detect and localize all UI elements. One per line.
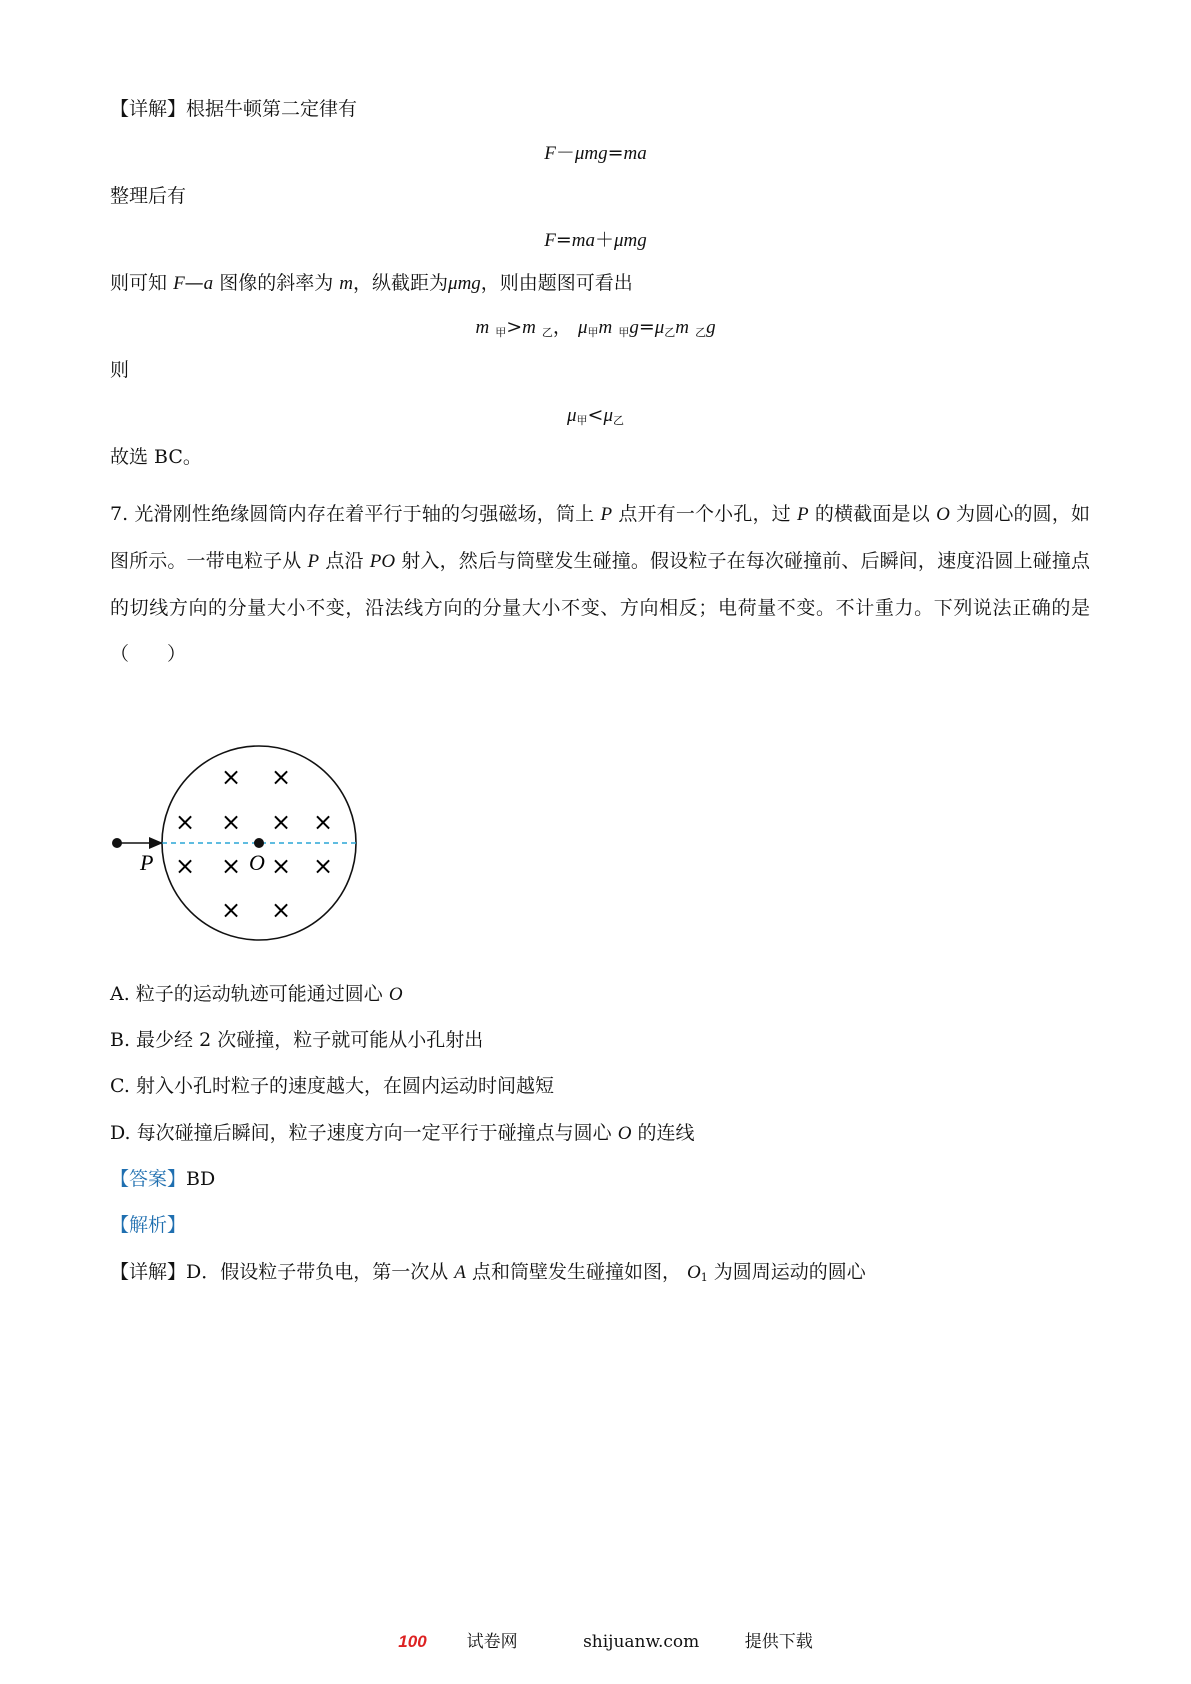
slope-line: [110, 270, 633, 297]
equation-3: [0, 314, 1191, 346]
question-P2: P: [797, 504, 809, 525]
field-mark: ×: [220, 896, 242, 924]
field-mark: ×: [220, 763, 242, 791]
option-D: [110, 1120, 694, 1147]
field-mark: ×: [270, 852, 292, 880]
detail2-label: 【详解】: [110, 1261, 187, 1283]
eq3-eq: =: [638, 316, 655, 338]
magnetic-field-figure: [105, 728, 405, 958]
eq1-mu: μ: [574, 143, 585, 164]
then-line: 则: [110, 359, 130, 381]
eq3-sub-jia1: 甲: [495, 326, 507, 339]
detail2-text3: 为圆周运动的圆心: [713, 1261, 866, 1283]
option-D-end: 的连线: [637, 1122, 695, 1144]
equation-2: [0, 227, 1191, 254]
eq4-mu2: μ: [603, 405, 613, 426]
eq3-mu2: μ: [654, 317, 665, 338]
eq1-eq: =: [607, 142, 624, 164]
detail2-text2: 点和筒壁发生碰撞如图，: [471, 1261, 681, 1283]
label-P: P: [140, 850, 154, 875]
question-part1: 光滑刚性绝缘圆筒内存在着平行于轴的匀强磁场，筒上: [134, 503, 595, 525]
detail-label: 【详解】: [110, 98, 187, 120]
field-mark: ×: [220, 852, 242, 880]
answer-value: BD: [186, 1168, 216, 1190]
field-mark: ×: [174, 808, 196, 836]
slope-text-4: ，则由题图可看出: [480, 272, 633, 294]
eq4-sub-jia: 甲: [576, 414, 588, 427]
eq3-sub-jia3: 甲: [618, 326, 630, 339]
equation-4: [0, 402, 1191, 434]
option-A-O: O: [388, 984, 403, 1005]
eq4-mu1: μ: [566, 405, 577, 426]
entry-arrow-head: [149, 837, 163, 849]
eq3-m3: m: [598, 317, 613, 338]
detail2-text1: D．假设粒子带负电，第一次从: [186, 1261, 449, 1283]
eq3-m1: m: [475, 317, 490, 338]
slope-m: m: [339, 273, 354, 294]
question-part5: 点沿: [325, 550, 364, 572]
eq2-ma: ma: [571, 230, 595, 251]
field-mark: ×: [270, 808, 292, 836]
eq3-g1: g: [629, 317, 639, 338]
question-P1: P: [600, 504, 613, 525]
footer-brand: [378, 1627, 537, 1652]
detail-2-line: [110, 1259, 866, 1291]
detail2-O: O: [687, 1262, 701, 1283]
option-A: [110, 981, 403, 1008]
field-mark: ×: [174, 852, 196, 880]
detail2-O-sub: 1: [700, 1271, 708, 1284]
eq2-eq: =: [555, 229, 572, 251]
eq3-mu1: μ: [577, 317, 588, 338]
eq1-minus: －: [555, 142, 575, 164]
eq3-sub-yi2: 乙: [664, 326, 676, 339]
slope-mumg: μmg: [448, 273, 481, 294]
question-number: 7.: [110, 503, 129, 525]
question-7: [110, 491, 1090, 677]
option-D-text: D. 每次碰撞后瞬间，粒子速度方向一定平行于碰撞点与圆心: [110, 1122, 612, 1144]
answer-line: [110, 1166, 215, 1192]
slope-text-1: 则可知: [110, 272, 168, 294]
question-part3: 的横截面是以: [814, 503, 930, 525]
option-A-text: A. 粒子的运动轨迹可能通过圆心: [110, 983, 383, 1005]
label-O: O: [249, 850, 265, 875]
footer-domain[interactable]: shijuanw.com: [583, 1632, 700, 1652]
eq3-gt: >: [506, 316, 523, 338]
eq3-m4: m: [675, 317, 690, 338]
eq1-F: F: [544, 143, 556, 164]
question-O1: O: [936, 504, 950, 525]
eq4-lt: <: [587, 404, 604, 426]
eq2-mg: mg: [623, 230, 647, 251]
eq1-ma: ma: [623, 143, 647, 164]
slope-F: F: [173, 273, 185, 294]
question-P3: P: [307, 551, 320, 572]
option-C: C. 射入小孔时粒子的速度越大，在圆内运动时间越短: [110, 1075, 554, 1097]
footer-site-name: 试卷网: [466, 1632, 518, 1652]
slope-text-2: 图像的斜率为: [219, 272, 334, 294]
equation-1: [0, 140, 1191, 167]
slope-dash: —: [184, 272, 204, 294]
question-PO: PO: [369, 551, 396, 572]
slope-a: a: [203, 273, 214, 294]
eq3-sub-yi3: 乙: [695, 326, 707, 339]
question-part6: 射入，然后与筒壁发生碰撞。假设粒子在每次碰撞前、后瞬间，速度沿圆上碰撞点的切线方向的分量大小不变，沿法线方向的分量大小不变、方向相反；电荷量不变。不计重力。下列说法正确的是（ ）: [110, 550, 1091, 665]
detail-intro: 根据牛顿第二定律有: [186, 98, 358, 120]
eq2-F: F: [544, 230, 556, 251]
eq3-g2: g: [706, 317, 716, 338]
field-mark: ×: [270, 896, 292, 924]
center-dot: [254, 838, 264, 848]
eq4-sub-yi: 乙: [613, 414, 624, 427]
footer: [0, 1627, 1191, 1652]
choose-line: 故选 BC。: [110, 446, 202, 468]
footer-slogan: 提供下载: [744, 1632, 813, 1652]
field-mark: ×: [312, 852, 334, 880]
eq1-mg: mg: [584, 143, 608, 164]
eq2-plus: ＋: [594, 229, 614, 251]
eq3-comma: ，: [552, 316, 572, 338]
organize-line: 整理后有: [110, 185, 187, 207]
detail-line-1: [110, 96, 357, 122]
field-mark: ×: [220, 808, 242, 836]
eq3-sub-yi1: 乙: [541, 326, 553, 339]
slope-text-3: ，纵截距为: [353, 272, 449, 294]
site-logo: 100: [398, 1632, 427, 1651]
eq3-sub-jia2: 甲: [587, 326, 599, 339]
analysis-label: 【解析】: [110, 1214, 187, 1236]
eq3-m2: m: [522, 317, 536, 338]
option-D-O: O: [617, 1123, 632, 1144]
option-B: B. 最少经 2 次碰撞，粒子就可能从小孔射出: [110, 1029, 484, 1051]
field-mark: ×: [312, 808, 334, 836]
particle-dot: [112, 838, 122, 848]
detail2-A: A: [454, 1262, 466, 1283]
question-part2: 点开有一个小孔，过: [618, 503, 791, 525]
answer-label: 【答案】: [110, 1168, 187, 1190]
question-part4: 为圆心的圆，如图所示。一带电粒子从: [110, 503, 1091, 572]
eq2-mu: μ: [614, 230, 624, 251]
field-mark: ×: [270, 763, 292, 791]
analysis-line: [110, 1212, 186, 1238]
